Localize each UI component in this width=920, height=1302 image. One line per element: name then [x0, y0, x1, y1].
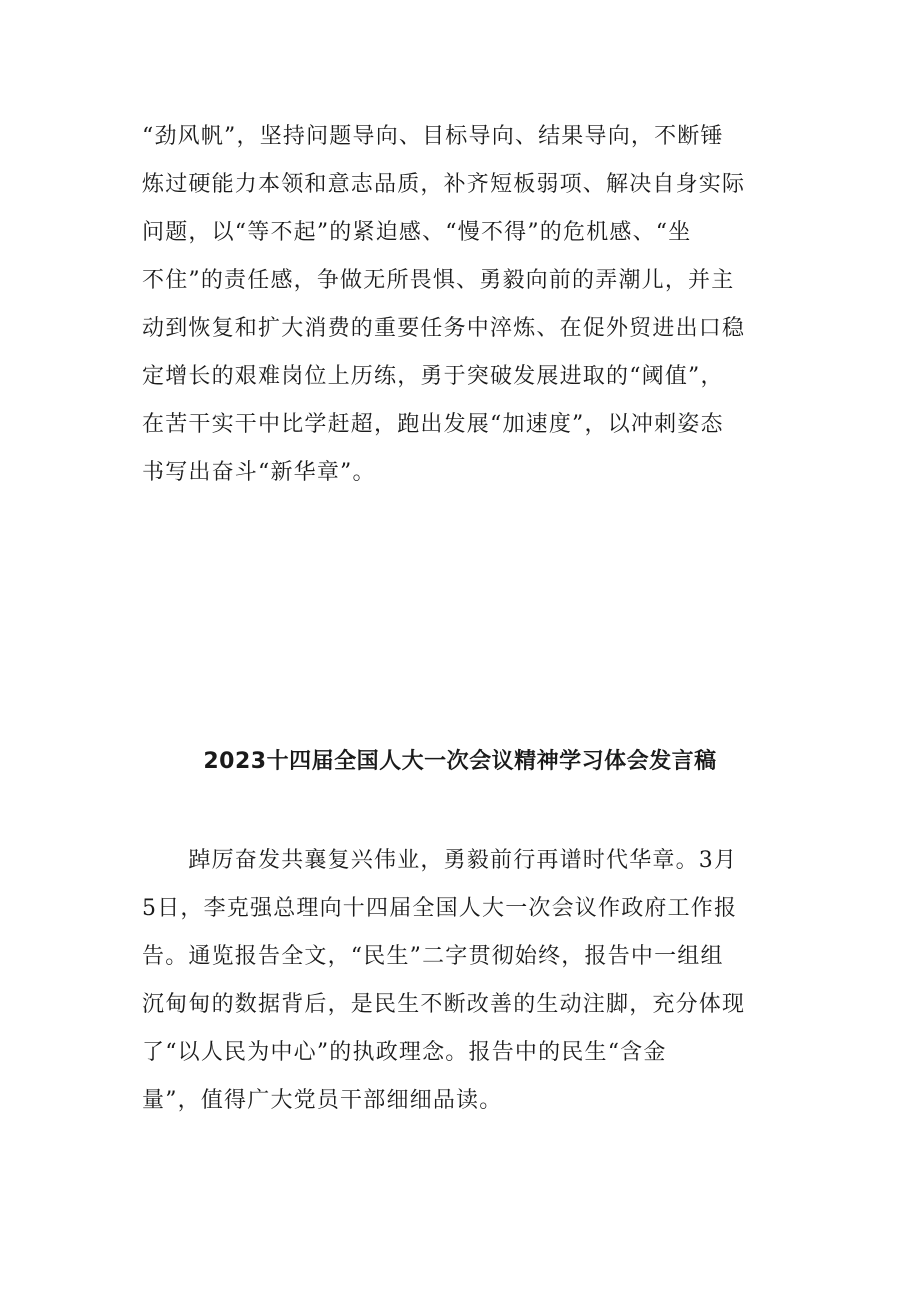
paragraph-line: 在苦干实干中比学赶超，跑出发展“加速度”，以冲刺姿态 — [142, 412, 724, 437]
paragraph-line: 踔厉奋发共襄复兴伟业，勇毅前行再谱时代华章。3月 — [142, 848, 738, 873]
paragraph-line: 了“以人民为中心”的执政理念。报告中的民生“含金 — [142, 1040, 667, 1065]
paragraph-line: 告。通览报告全文，“民生”二字贯彻始终，报告中一组组 — [142, 944, 724, 969]
paragraph-line: 书写出奋斗“新华章”。 — [142, 460, 376, 485]
paragraph-line: 不住”的责任感，争做无所畏惧、勇毅向前的弄潮儿，并主 — [142, 268, 735, 293]
paragraph-line: 沉甸甸的数据背后，是民生不断改善的生动注脚，充分体现 — [142, 992, 746, 1017]
body-paragraph-1 — [142, 113, 802, 497]
paragraph-line: 动到恢复和扩大消费的重要任务中淬炼、在促外贸进出口稳 — [142, 316, 746, 341]
paragraph-line: 炼过硬能力本领和意志品质，补齐短板弱项、解决自身实际 — [142, 172, 746, 197]
paragraph-line: 定增长的艰难岗位上历练，勇于突破发展进取的“阈值”， — [142, 364, 724, 389]
paragraph-line: “劲风帆”，坚持问题导向、目标导向、结果导向，不断锤 — [142, 124, 724, 149]
paragraph-line: 问题，以“等不起”的紧迫感、“慢不得”的危机感、“坐 — [142, 220, 692, 245]
paragraph-line: 5日，李克强总理向十四届全国人大一次会议作政府工作报 — [142, 896, 738, 921]
document-title: 2023十四届全国人大一次会议精神学习体会发言稿 — [203, 749, 717, 774]
paragraph-line: 量”，值得广大党员干部细细品读。 — [142, 1088, 503, 1113]
body-paragraph-2 — [142, 837, 802, 1125]
